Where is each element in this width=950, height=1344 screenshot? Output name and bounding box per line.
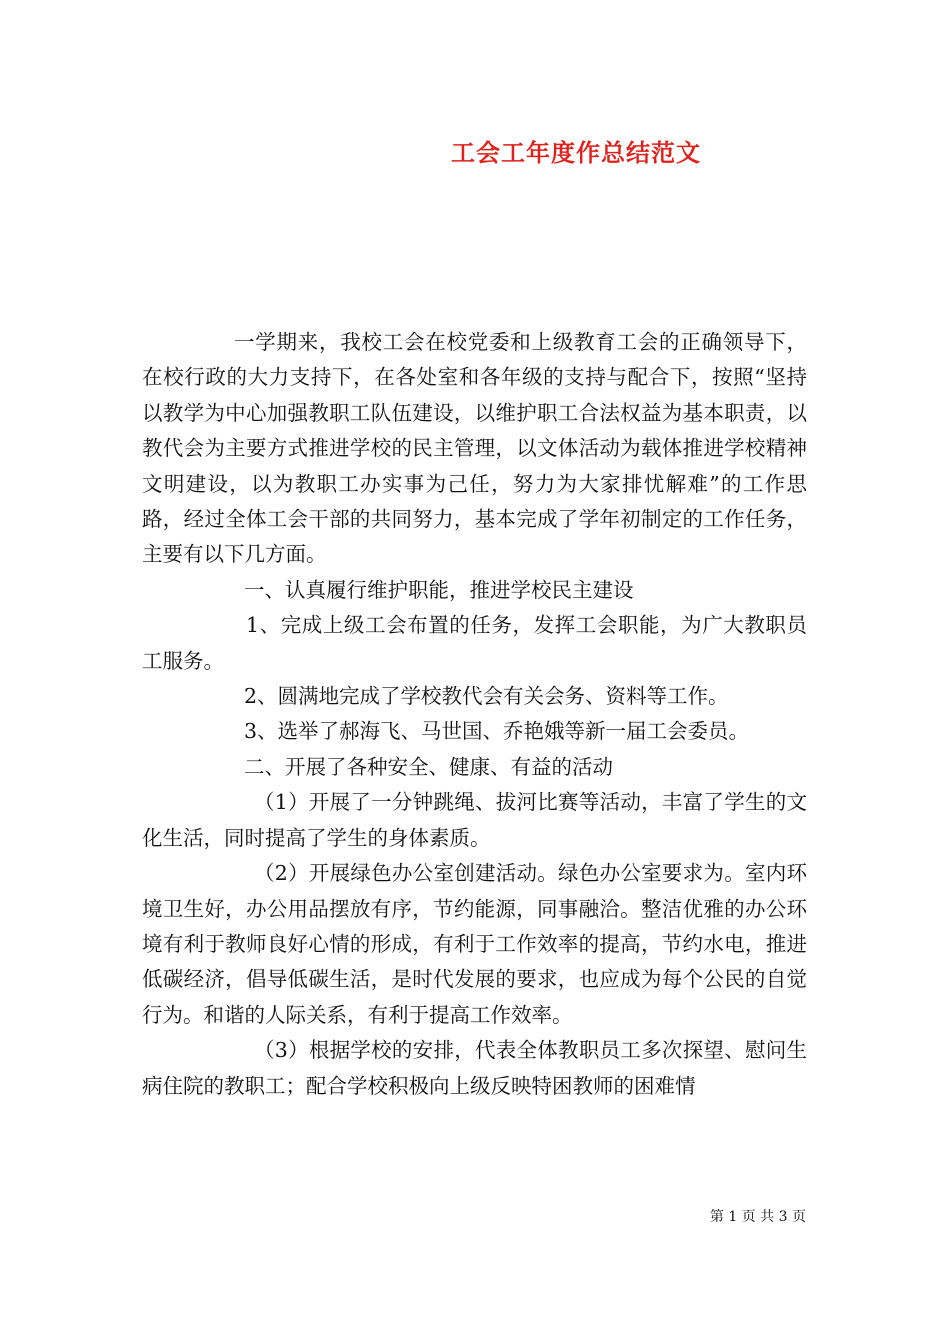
list-item-3: 3、选举了郝海飞、马世国、乔艳娥等新一届工会委员。 xyxy=(244,719,750,744)
section-heading-1: 一、认真履行维护职能，推进学校民主建设 xyxy=(244,577,634,602)
paragraph-intro: 一学期来，我校工会在校党委和上级教育工会的正确领导下，在校行政的大力支持下，在各处室和各年级的支持与配合下，按照“坚持以教学为中心加强教职工队伍建设，以维护职工合法权益为基本职责，以教代会为主要方式推进学校的民主管理，以文体活动为载体推进学校精神文明建设，以为教职工办实事为己任，努力为大家排忧解难”的工作思路，经过全体工会干部的共同努力，基本完成了学年初制定的工作任务，主要有以下几方面。 xyxy=(142,330,807,567)
page-number: 第 1 页 共 3 页 xyxy=(709,1209,806,1225)
activity-item-1: （1）开展了一分钟跳绳、拔河比赛等活动，丰富了学生的文化生活，同时提高了学生的身体素质。 xyxy=(142,790,807,850)
activity-item-3: （3）根据学校的安排，代表全体教职员工多次探望、慰问生病住院的教职工；配合学校积极向上级反映特困教师的困难情 xyxy=(142,1038,807,1098)
document-title: 工会工年度作总结范文 xyxy=(451,138,701,167)
list-item-2: 2、圆满地完成了学校教代会有关会务、资料等工作。 xyxy=(244,684,729,709)
list-item-1: 1、完成上级工会布置的任务，发挥工会职能，为广大教职员工服务。 xyxy=(142,613,807,673)
activity-item-2: （2）开展绿色办公室创建活动。绿色办公室要求为。室内环境卫生好，办公用品摆放有序，节约能源，同事融洽。整洁优雅的办公环境有利于教师良好心情的形成，有利于工作效率的提高，节约水电，推进低碳经济，倡导低碳生活，是时代发展的要求，也应成为每个公民的自觉行为。和谐的人际关系，有利于提高工作效率。 xyxy=(142,861,807,1027)
document-body xyxy=(142,325,807,1104)
section-heading-2: 二、开展了各种安全、健康、有益的活动 xyxy=(244,754,613,779)
